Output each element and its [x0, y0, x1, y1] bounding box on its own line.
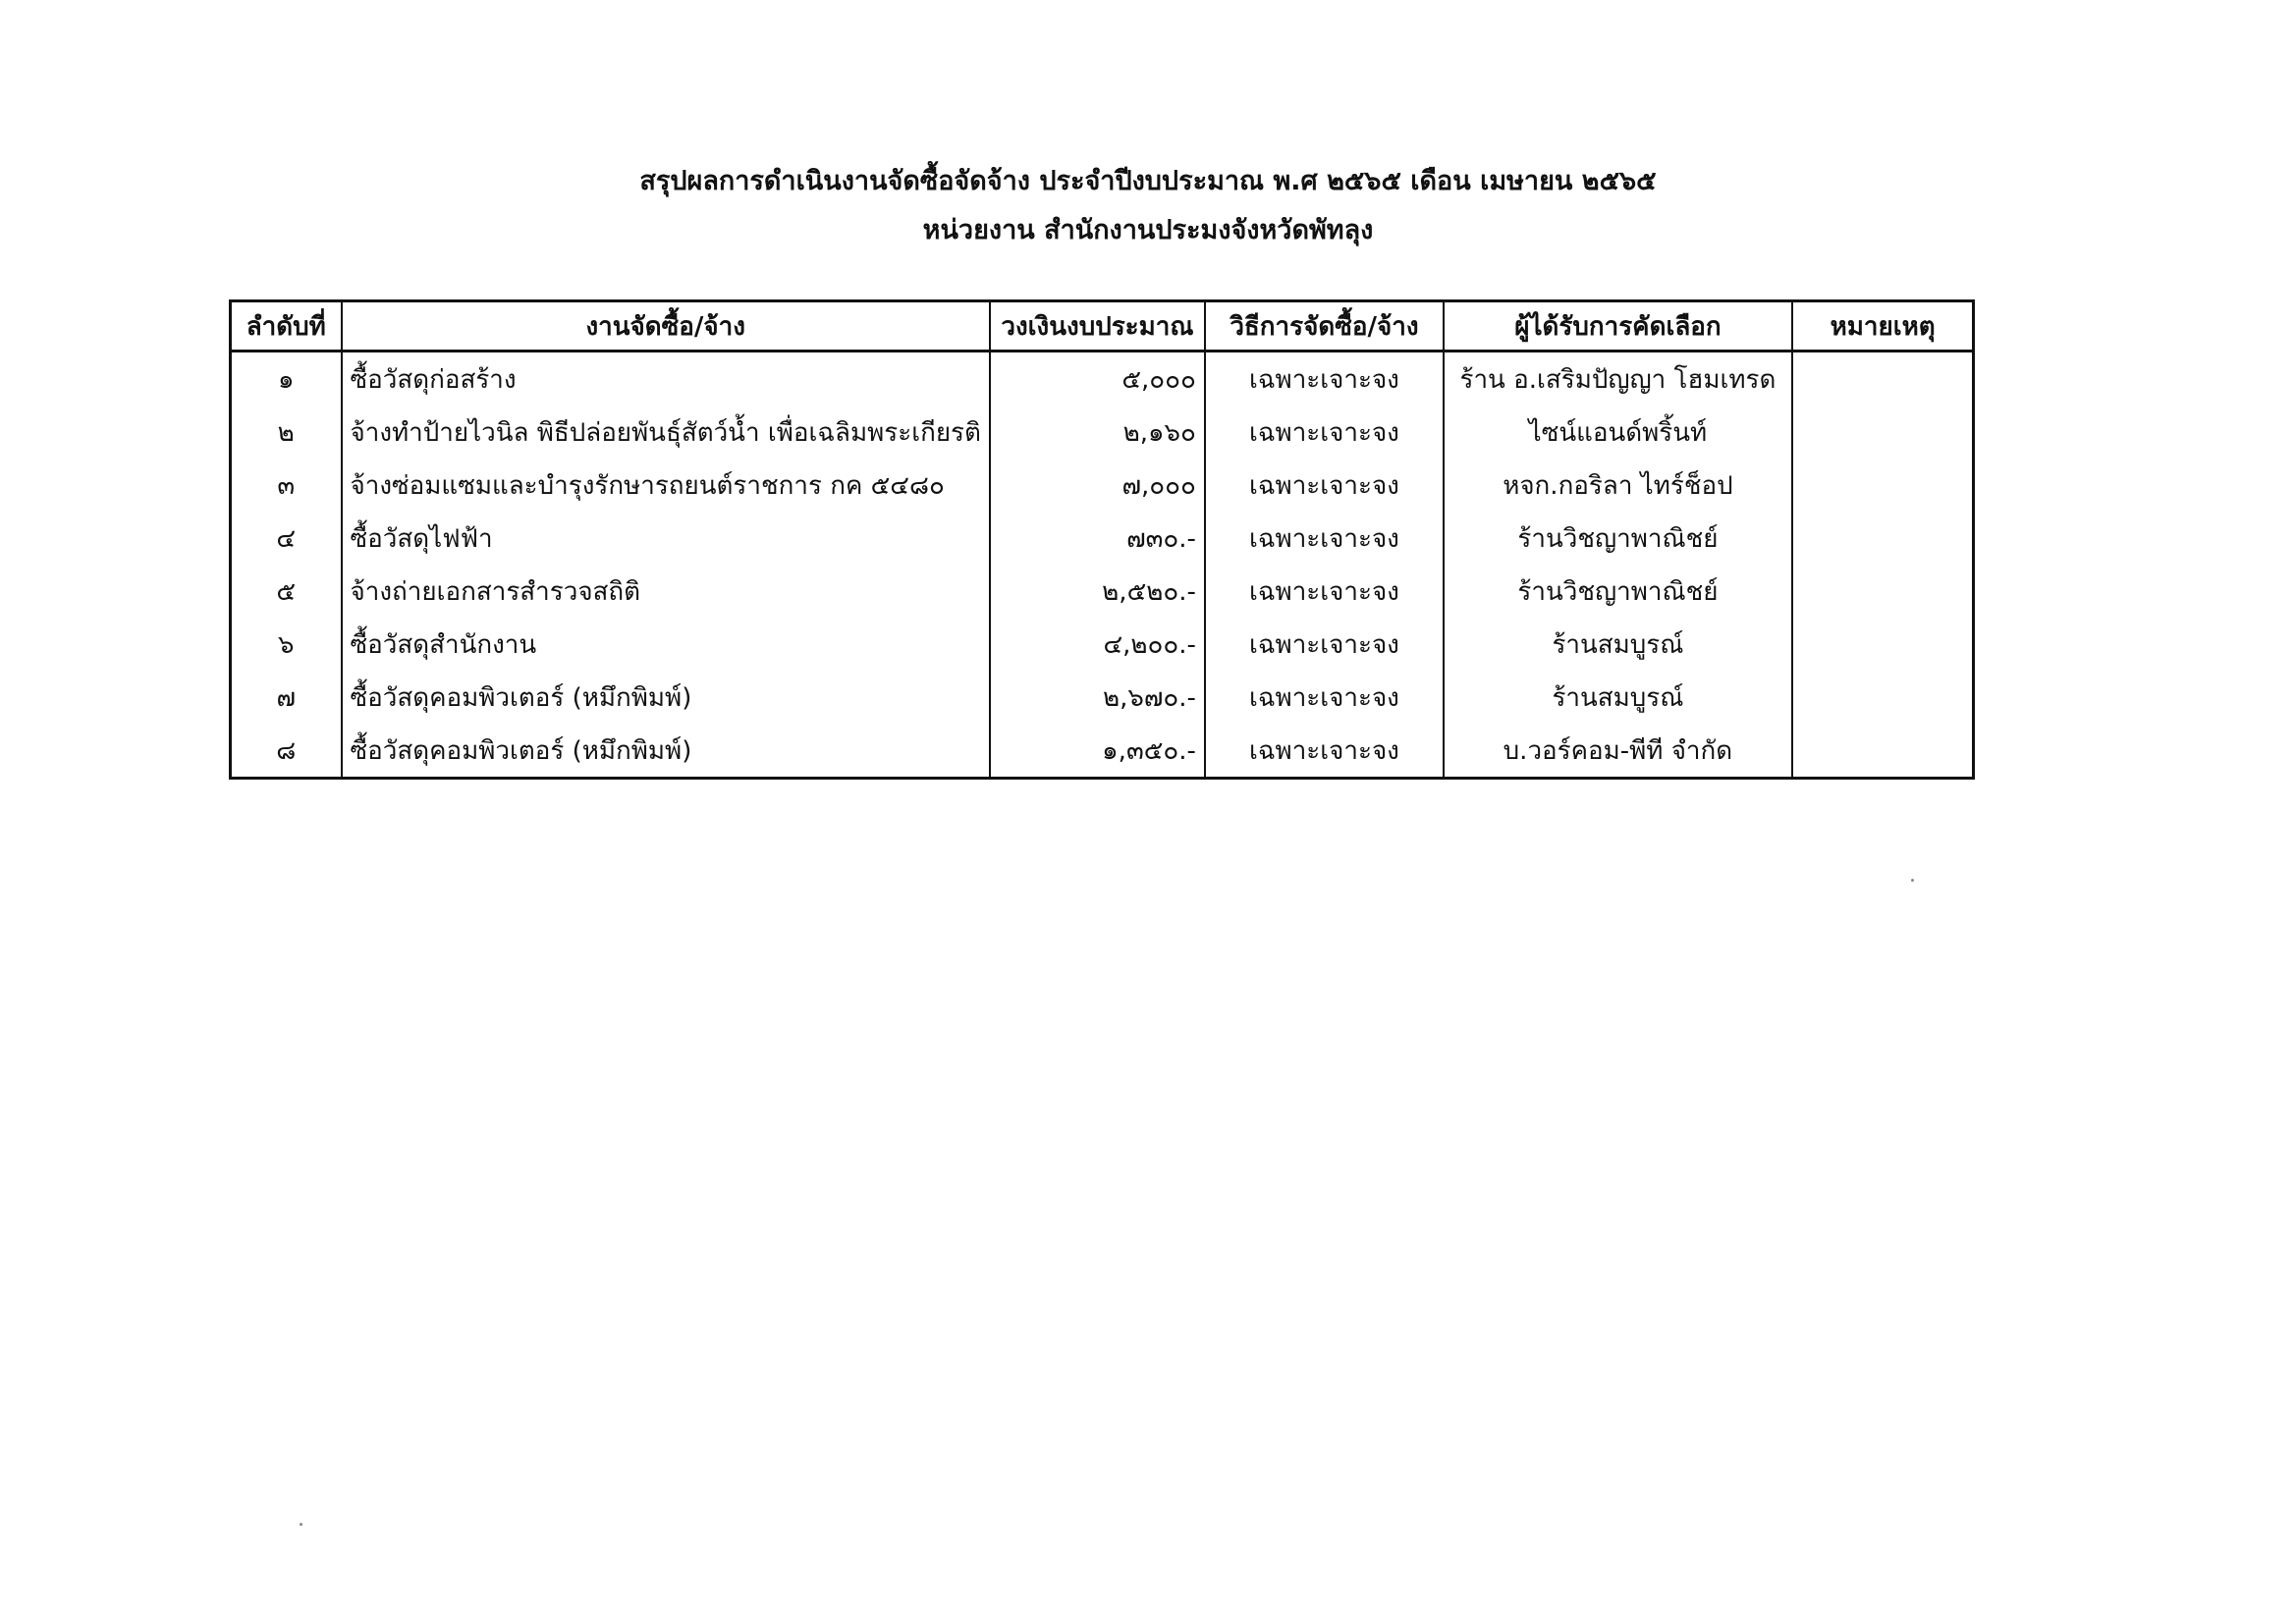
budget-amount: ๔,๒๐๐.-: [990, 618, 1205, 671]
table-row: [231, 565, 1974, 618]
header-row: [231, 301, 1974, 352]
budget-amount: ๒,๑๖๐: [990, 406, 1205, 459]
row-number: ๔: [231, 512, 342, 565]
procurement-task: จ้างถ่ายเอกสารสำรวจสถิติ: [342, 565, 990, 618]
remark: [1792, 565, 1974, 618]
procurement-method: เฉพาะเจาะจง: [1205, 618, 1444, 671]
row-number: ๑: [231, 352, 342, 406]
selected-vendor: หจก.กอริลา ไทร์ช็อป: [1444, 459, 1792, 512]
col-header-method: วิธีการจัดซื้อ/จ้าง: [1205, 301, 1444, 352]
row-number: ๒: [231, 406, 342, 459]
procurement-method: เฉพาะเจาะจง: [1205, 406, 1444, 459]
procurement-task: ซื้อวัสดุคอมพิวเตอร์ (หมึกพิมพ์): [342, 724, 990, 779]
table-header: [231, 301, 1974, 352]
table-row: [231, 512, 1974, 565]
selected-vendor: บ.วอร์คอม-พีที จำกัด: [1444, 724, 1792, 779]
procurement-task: ซื้อวัสดุคอมพิวเตอร์ (หมึกพิมพ์): [342, 671, 990, 724]
col-header-no: ลำดับที่: [231, 301, 342, 352]
document-subtitle: หน่วยงาน สำนักงานประมงจังหวัดพัทลุง: [922, 215, 1374, 245]
procurement-method: เฉพาะเจาะจง: [1205, 671, 1444, 724]
remark: [1792, 512, 1974, 565]
remark: [1792, 724, 1974, 779]
document-title: สรุปผลการดำเนินงานจัดซื้อจัดจ้าง ประจำปีงบประมาณ พ.ศ ๒๕๖๕ เดือน เมษายน ๒๕๖๕: [639, 166, 1657, 196]
budget-amount: ๕,๐๐๐: [990, 352, 1205, 406]
remark: [1792, 406, 1974, 459]
remark: [1792, 671, 1974, 724]
selected-vendor: ร้าน อ.เสริมปัญญา โฮมเทรด: [1444, 352, 1792, 406]
table-row: [231, 671, 1974, 724]
selected-vendor: ร้านวิชญาพาณิชย์: [1444, 512, 1792, 565]
budget-amount: ๗๓๐.-: [990, 512, 1205, 565]
budget-amount: ๑,๓๕๐.-: [990, 724, 1205, 779]
document-header: [0, 157, 2296, 255]
table-row: [231, 406, 1974, 459]
procurement-task: ซื้อวัสดุสำนักงาน: [342, 618, 990, 671]
procurement-method: เฉพาะเจาะจง: [1205, 565, 1444, 618]
row-number: ๕: [231, 565, 342, 618]
row-number: ๖: [231, 618, 342, 671]
procurement-task: จ้างซ่อมแซมและบำรุงรักษารถยนต์ราชการ กค ๕๔๘๐: [342, 459, 990, 512]
scan-speck: [300, 1523, 302, 1526]
procurement-method: เฉพาะเจาะจง: [1205, 512, 1444, 565]
col-header-budget: วงเงินงบประมาณ: [990, 301, 1205, 352]
table-row: [231, 618, 1974, 671]
selected-vendor: ร้านวิชญาพาณิชย์: [1444, 565, 1792, 618]
remark: [1792, 618, 1974, 671]
procurement-method: เฉพาะเจาะจง: [1205, 459, 1444, 512]
table-body: [231, 352, 1974, 779]
remark: [1792, 352, 1974, 406]
selected-vendor: ไซน์แอนด์พริ้นท์: [1444, 406, 1792, 459]
procurement-task: ซื้อวัสดุก่อสร้าง: [342, 352, 990, 406]
procurement-task: จ้างทำป้ายไวนิล พิธีปล่อยพันธุ์สัตว์น้ำ เพื่อเฉลิมพระเกียรติ: [342, 406, 990, 459]
scan-speck: [1911, 879, 1914, 882]
col-header-remark: หมายเหตุ: [1792, 301, 1974, 352]
selected-vendor: ร้านสมบูรณ์: [1444, 618, 1792, 671]
col-header-vendor: ผู้ได้รับการคัดเลือก: [1444, 301, 1792, 352]
table-row: [231, 459, 1974, 512]
row-number: ๗: [231, 671, 342, 724]
budget-amount: ๒,๕๒๐.-: [990, 565, 1205, 618]
selected-vendor: ร้านสมบูรณ์: [1444, 671, 1792, 724]
row-number: ๘: [231, 724, 342, 779]
col-header-task: งานจัดซื้อ/จ้าง: [342, 301, 990, 352]
procurement-method: เฉพาะเจาะจง: [1205, 724, 1444, 779]
budget-amount: ๒,๖๗๐.-: [990, 671, 1205, 724]
row-number: ๓: [231, 459, 342, 512]
budget-amount: ๗,๐๐๐: [990, 459, 1205, 512]
procurement-method: เฉพาะเจาะจง: [1205, 352, 1444, 406]
procurement-task: ซื้อวัสดุไฟฟ้า: [342, 512, 990, 565]
table-row: [231, 352, 1974, 406]
table-row: [231, 724, 1974, 779]
procurement-table: [229, 299, 1975, 780]
remark: [1792, 459, 1974, 512]
